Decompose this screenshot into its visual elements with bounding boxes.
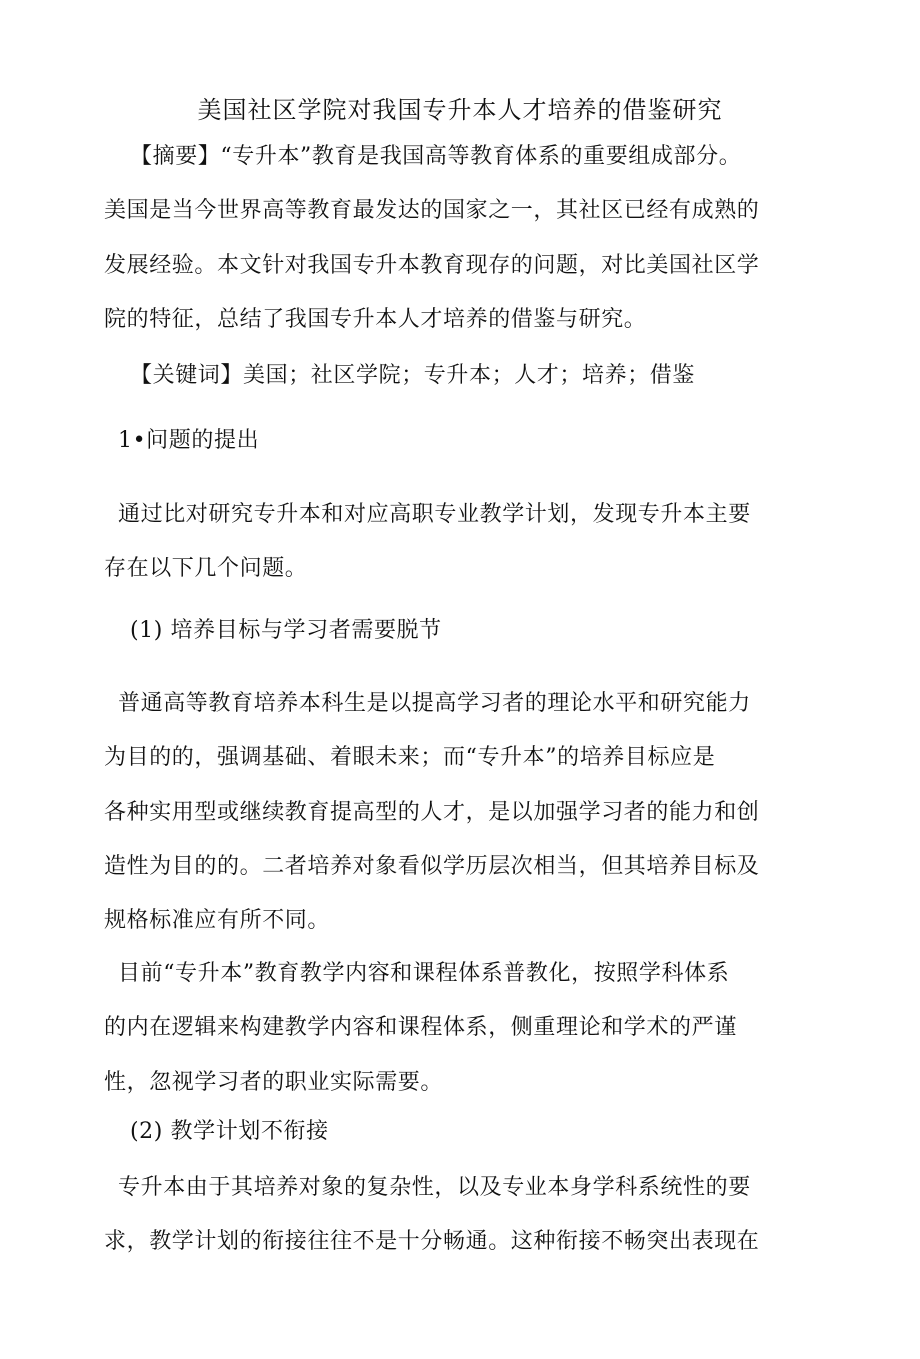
paragraph-line: 通过比对研究专升本和对应高职专业教学计划，发现专升本主要 [118,502,751,527]
subsection-heading [104,1105,794,1159]
section-heading-text: 1•问题的提出 [118,428,260,453]
paragraph-line: 为目的的，强调基础、着眼未来；而“专升本”的培养目标应是 [104,745,716,771]
paragraph-line: 存在以下几个问题。 [104,556,308,582]
paragraph-line: 求，教学计划的衔接往往不是十分畅通。这种衔接不畅突出表现在 [104,1229,760,1255]
body-paragraph [104,677,794,948]
paragraph-line: 性，忽视学习者的职业实际需要。 [104,1069,444,1095]
keywords-paragraph [104,349,794,403]
document-title: 美国社区学院对我国专升本人才培养的借鉴研究 [197,96,723,124]
subsection-heading-text: (1) 培养目标与学习者需要脱节 [130,618,442,643]
paragraph-line: 专升本由于其培养对象的复杂性，以及专业本身学科系统性的要 [118,1175,751,1200]
section-heading [104,414,794,468]
section-intro-paragraph [104,488,794,597]
body-paragraph [104,947,794,1110]
keywords-line: 【关键词】美国；社区学院；专升本；人才；培养；借鉴 [130,363,696,388]
subsection-heading [104,604,794,658]
paragraph-line: 的内在逻辑来构建教学内容和课程体系，侧重理论和学术的严谨 [104,1015,737,1041]
abstract-line: 【摘要】“专升本”教育是我国高等教育体系的重要组成部分。 [130,144,742,169]
paragraph-line: 规格标准应有所不同。 [104,908,331,934]
paragraph-line: 造性为目的的。二者培养对象看似学历层次相当，但其培养目标及 [104,853,760,879]
paragraph-line: 普通高等教育培养本科生是以提高学习者的理论水平和研究能力 [118,691,751,716]
abstract-paragraph [104,130,794,347]
abstract-line: 美国是当今世界高等教育最发达的国家之一，其社区已经有成熟的 [104,198,760,224]
paragraph-line: 各种实用型或继续教育提高型的人才，是以加强学习者的能力和创 [104,799,760,825]
subsection-heading-text: (2) 教学计划不衔接 [130,1119,329,1144]
abstract-line: 院的特征，总结了我国专升本人才培养的借鉴与研究。 [104,306,647,332]
abstract-line: 发展经验。本文针对我国专升本教育现存的问题，对比美国社区学 [104,252,760,278]
body-paragraph [104,1161,794,1270]
paragraph-line: 目前“专升本”教育教学内容和课程体系普教化，按照学科体系 [118,961,730,986]
